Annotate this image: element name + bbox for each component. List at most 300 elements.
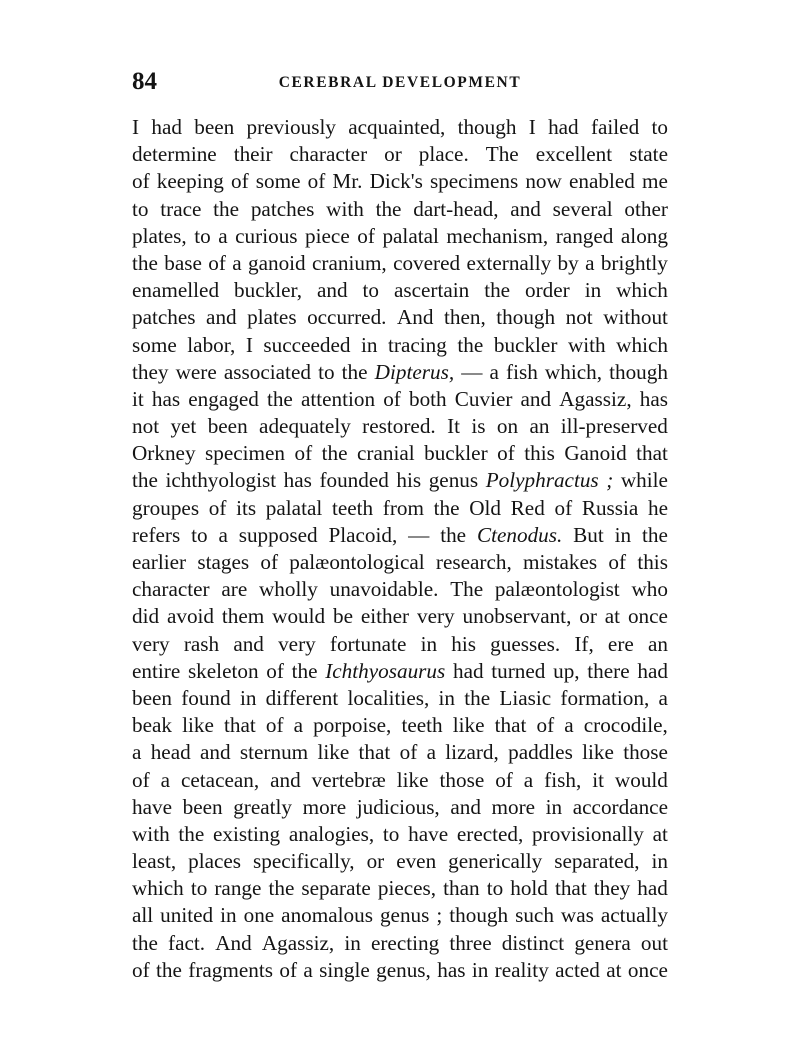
word: been — [194, 115, 235, 139]
word: patches — [250, 196, 315, 221]
word: not — [565, 305, 593, 330]
word: in — [651, 849, 668, 874]
text-line — [132, 685, 668, 712]
word: the — [156, 957, 182, 982]
word: the — [641, 522, 668, 547]
word: its — [236, 495, 257, 520]
word: than — [443, 876, 480, 901]
text-line — [132, 359, 668, 386]
word: the — [291, 658, 318, 683]
word: had — [637, 876, 668, 901]
word: a — [132, 740, 142, 765]
word: provisionally — [532, 821, 644, 846]
word: fish, — [544, 767, 582, 792]
word: several — [552, 196, 613, 221]
word: without — [603, 305, 668, 330]
word: And — [396, 305, 434, 330]
word: to — [190, 876, 208, 901]
word: not — [132, 414, 160, 439]
word: And — [215, 930, 252, 955]
word: refers — [132, 522, 181, 547]
word: paddles — [508, 740, 573, 765]
word: it — [132, 386, 144, 411]
text-line — [132, 767, 668, 794]
word: entire — [132, 658, 181, 683]
word: were — [175, 359, 217, 384]
word: a — [585, 250, 595, 275]
word: would — [272, 604, 326, 629]
word: least, — [132, 849, 177, 874]
text-line — [132, 413, 668, 440]
word: keeping — [156, 169, 224, 194]
word: of — [357, 223, 375, 248]
word: porpoise, — [313, 713, 392, 738]
word: research, — [435, 550, 512, 574]
word: or — [384, 142, 402, 167]
text-line — [132, 739, 668, 766]
word: to — [362, 278, 379, 303]
text-line — [132, 631, 668, 658]
word: some — [255, 169, 301, 194]
word: guesses. — [490, 631, 561, 656]
word: The — [450, 577, 484, 602]
word: though — [457, 115, 517, 139]
word: in — [344, 930, 361, 955]
word: a — [218, 223, 228, 248]
word: very — [416, 604, 455, 629]
text-line — [132, 141, 668, 168]
word: a — [232, 250, 242, 275]
word: Old — [469, 495, 501, 520]
word: and — [520, 386, 552, 411]
word: of — [497, 441, 515, 466]
word: a — [293, 713, 303, 738]
text-line — [132, 250, 668, 277]
word: at — [604, 604, 621, 629]
word: Ganoid — [564, 441, 627, 466]
word: his — [451, 631, 476, 656]
word: has — [283, 468, 312, 493]
word: and — [270, 767, 301, 792]
word: either — [360, 604, 410, 629]
word: the — [132, 250, 158, 275]
word: ranged — [555, 223, 614, 248]
word: the — [268, 876, 295, 901]
word: cetacean, — [180, 767, 260, 792]
word: the — [178, 821, 205, 846]
word: of — [132, 957, 150, 982]
word: out — [640, 930, 668, 955]
word: order — [525, 278, 570, 303]
word: Cuvier — [454, 386, 513, 411]
word: If, — [574, 631, 594, 656]
word: generically — [448, 849, 543, 874]
word: genera — [574, 930, 631, 955]
text-line — [132, 930, 668, 957]
word: of — [260, 550, 279, 574]
word: united — [160, 903, 214, 928]
word: Red — [510, 495, 545, 520]
word: Agassiz, — [559, 386, 632, 411]
word: plates — [247, 305, 297, 330]
word: in — [220, 903, 237, 928]
word: the — [464, 685, 491, 710]
word: character — [132, 577, 210, 602]
word: by — [557, 250, 579, 275]
text-line — [132, 902, 668, 929]
word: an — [529, 414, 550, 439]
word: cranium, — [312, 250, 387, 275]
word: of — [495, 767, 513, 792]
word: that — [494, 713, 527, 738]
word: their — [233, 142, 273, 167]
word: a — [564, 713, 574, 738]
word: have — [408, 821, 449, 846]
word: I — [132, 115, 140, 139]
word: Dick's — [369, 169, 423, 194]
word: been — [132, 685, 172, 710]
word: in — [361, 332, 378, 357]
word: fact. — [168, 930, 206, 955]
word: who — [631, 577, 668, 602]
word: beak — [132, 713, 172, 738]
word: to — [318, 359, 335, 384]
word: of — [266, 658, 284, 683]
word: had — [151, 115, 182, 139]
word: ganoid — [247, 250, 306, 275]
word: specimens — [429, 169, 519, 194]
word: to — [194, 223, 211, 248]
word: that — [554, 876, 587, 901]
word: erecting — [370, 930, 440, 955]
text-line — [132, 712, 668, 739]
word: with — [567, 332, 606, 357]
word: lizard, — [445, 740, 499, 765]
word: genus — [379, 903, 430, 928]
word: reality — [494, 957, 549, 982]
word: separate — [301, 876, 371, 901]
word: restored. — [362, 414, 436, 439]
text-line — [132, 794, 668, 821]
word: state — [629, 142, 668, 167]
text-line — [132, 495, 668, 522]
word: of — [132, 767, 150, 792]
word: fish — [506, 359, 538, 384]
word: the — [440, 522, 467, 547]
word: those — [439, 767, 485, 792]
word: erected, — [456, 821, 524, 846]
word: a — [218, 522, 228, 547]
italic-word: Ctenodus. — [476, 522, 563, 547]
word: three — [449, 930, 492, 955]
word: once — [627, 957, 668, 982]
word: though — [609, 359, 668, 384]
text-line — [132, 603, 668, 630]
text-line — [132, 304, 668, 331]
word: Mr. — [332, 169, 363, 194]
running-head: CEREBRAL DEVELOPMENT — [278, 74, 522, 91]
word: a — [489, 359, 499, 384]
word: palæontologist — [494, 577, 620, 602]
word: fragments — [188, 957, 273, 982]
word: of — [208, 250, 226, 275]
word: ; — [436, 903, 443, 928]
word: more — [302, 794, 347, 819]
word: some — [132, 332, 177, 357]
word: supposed — [238, 522, 318, 547]
word: crocodile, — [583, 713, 668, 738]
word: very — [132, 631, 170, 656]
text-line — [132, 386, 668, 413]
word: of — [230, 169, 249, 194]
word: that — [636, 441, 668, 466]
word: brightly — [600, 250, 668, 275]
word: been — [182, 794, 223, 819]
text-line — [132, 277, 668, 304]
word: of — [208, 495, 227, 520]
word: tracing — [388, 332, 447, 357]
word: in — [239, 685, 257, 710]
word: Russia — [581, 495, 639, 520]
word: ichthyologist — [165, 468, 277, 493]
word: — — [408, 522, 430, 547]
word: trace — [160, 196, 202, 221]
word: skeleton — [187, 658, 259, 683]
word: on — [496, 414, 519, 439]
word: stages — [197, 550, 250, 574]
word: that — [358, 740, 391, 765]
text-line — [132, 576, 668, 603]
word: though — [496, 305, 556, 330]
text-line — [132, 522, 668, 549]
word: which, — [544, 359, 602, 384]
word: vertebræ — [311, 767, 386, 792]
word: buckler — [424, 441, 488, 466]
word: enamelled — [132, 278, 220, 303]
word: be — [333, 604, 353, 629]
word: the — [433, 495, 460, 520]
italic-word: Dipterus, — [374, 359, 455, 384]
word: ere — [607, 631, 634, 656]
word: has — [437, 957, 466, 982]
word: specimen — [205, 441, 286, 466]
text-line — [132, 223, 668, 250]
word: existing — [213, 821, 281, 846]
word: Placoid, — [328, 522, 398, 547]
word: of — [132, 169, 150, 194]
word: at — [652, 821, 668, 846]
word: mistakes — [523, 550, 598, 574]
word: The — [485, 142, 519, 167]
word: in — [420, 631, 438, 656]
word: and — [233, 631, 264, 656]
word: such — [515, 903, 554, 928]
italic-word: ; — [606, 468, 614, 493]
text-line — [132, 467, 668, 494]
word: acquainted, — [348, 115, 446, 139]
word: groupes — [132, 495, 200, 520]
word: to — [486, 876, 504, 901]
word: with — [132, 821, 170, 846]
word: adequately — [259, 414, 351, 439]
word: separated, — [554, 849, 640, 874]
word: and — [206, 305, 237, 330]
word: did — [132, 604, 160, 629]
word: covered — [393, 250, 461, 275]
word: was — [560, 903, 594, 928]
word: the — [457, 332, 484, 357]
word: which — [132, 876, 184, 901]
word: very — [278, 631, 316, 656]
word: like — [452, 713, 485, 738]
text-line — [132, 957, 668, 984]
word: greatly — [233, 794, 293, 819]
word: both — [408, 386, 447, 411]
word: which — [616, 332, 668, 357]
word: associated — [223, 359, 311, 384]
word: the — [132, 930, 158, 955]
word: of — [383, 386, 401, 411]
word: at — [606, 957, 622, 982]
word: anomalous — [281, 903, 373, 928]
word: or — [366, 849, 385, 874]
word: previously — [246, 115, 336, 139]
word: determine — [132, 142, 217, 167]
word: a — [523, 767, 534, 792]
word: the — [341, 359, 368, 384]
word: while — [620, 468, 668, 493]
word: judicious, — [356, 794, 440, 819]
word: specifically, — [253, 849, 355, 874]
word: like — [182, 713, 214, 738]
word: he — [648, 495, 668, 520]
word: had — [452, 658, 484, 683]
word: like — [317, 740, 350, 765]
word: fortunate — [329, 631, 407, 656]
word: curious — [235, 223, 298, 248]
word: more — [491, 794, 536, 819]
word: to — [651, 115, 668, 139]
word: in — [545, 794, 563, 819]
word: yet — [170, 414, 197, 439]
word: of — [279, 957, 298, 982]
word: them — [221, 604, 265, 629]
word: character — [289, 142, 368, 167]
word: Agassiz, — [261, 930, 335, 955]
word: in — [471, 957, 489, 982]
word: would — [614, 767, 668, 792]
word: dart-head, — [413, 196, 499, 221]
word: me — [641, 169, 668, 194]
word: attention — [300, 386, 376, 411]
word: with — [326, 196, 364, 221]
word: places — [188, 849, 242, 874]
text-line — [132, 440, 668, 467]
word: that — [223, 713, 256, 738]
word: the — [321, 441, 348, 466]
word: like — [396, 767, 429, 792]
word: single — [319, 957, 370, 982]
word: of — [265, 713, 284, 738]
word: buckler — [493, 332, 558, 357]
word: those — [623, 740, 668, 765]
word: turned — [491, 658, 546, 683]
word: unavoidable. — [329, 577, 439, 602]
word: But — [573, 522, 604, 547]
word: localities, — [347, 685, 430, 710]
word: then, — [443, 305, 486, 330]
word: mechanism, — [446, 223, 549, 248]
word: a — [426, 740, 436, 765]
word: one — [243, 903, 275, 928]
word: a — [160, 767, 171, 792]
word: patches — [132, 305, 196, 330]
word: sternum — [239, 740, 309, 765]
word: to — [382, 821, 400, 846]
word: place. — [418, 142, 469, 167]
word: cranial — [356, 441, 415, 466]
word: in — [584, 278, 602, 303]
word: enabled — [568, 169, 635, 194]
word: in — [438, 685, 455, 710]
word: of — [294, 441, 313, 466]
word: a — [303, 957, 313, 982]
word: an — [647, 631, 668, 656]
word: actually — [600, 903, 668, 928]
word: palæontological — [289, 550, 425, 574]
text-line — [132, 114, 668, 141]
word: up, — [553, 658, 580, 683]
word: succeeded — [263, 332, 351, 357]
word: Liasic — [499, 685, 552, 710]
word: and — [200, 740, 231, 765]
word: all — [132, 903, 154, 928]
word: it — [592, 767, 604, 792]
word: is — [471, 414, 486, 439]
word: other — [624, 196, 668, 221]
word: which — [616, 278, 668, 303]
word: different — [265, 685, 339, 710]
italic-word: Polyphractus — [485, 468, 599, 493]
word: excellent — [535, 142, 613, 167]
word: once — [627, 604, 668, 629]
word: I — [528, 115, 536, 139]
text-line — [132, 549, 668, 576]
word: — — [461, 359, 483, 384]
word: they — [593, 876, 631, 901]
word: even — [396, 849, 437, 874]
word: been — [207, 414, 248, 439]
word: to — [132, 196, 149, 221]
word: distinct — [501, 930, 565, 955]
word: of — [536, 713, 555, 738]
text-line — [132, 848, 668, 875]
word: had — [548, 115, 579, 139]
word: in — [614, 522, 632, 547]
word: externally — [466, 250, 552, 275]
word: has — [151, 386, 181, 411]
word: formation, — [560, 685, 650, 710]
word: rash — [183, 631, 220, 656]
word: occurred. — [307, 305, 387, 330]
text-line — [132, 332, 668, 359]
word: the — [484, 278, 511, 303]
word: labor, — [187, 332, 236, 357]
word: they — [132, 359, 169, 384]
word: of — [307, 169, 326, 194]
word: are — [221, 577, 248, 602]
word: avoid — [166, 604, 215, 629]
